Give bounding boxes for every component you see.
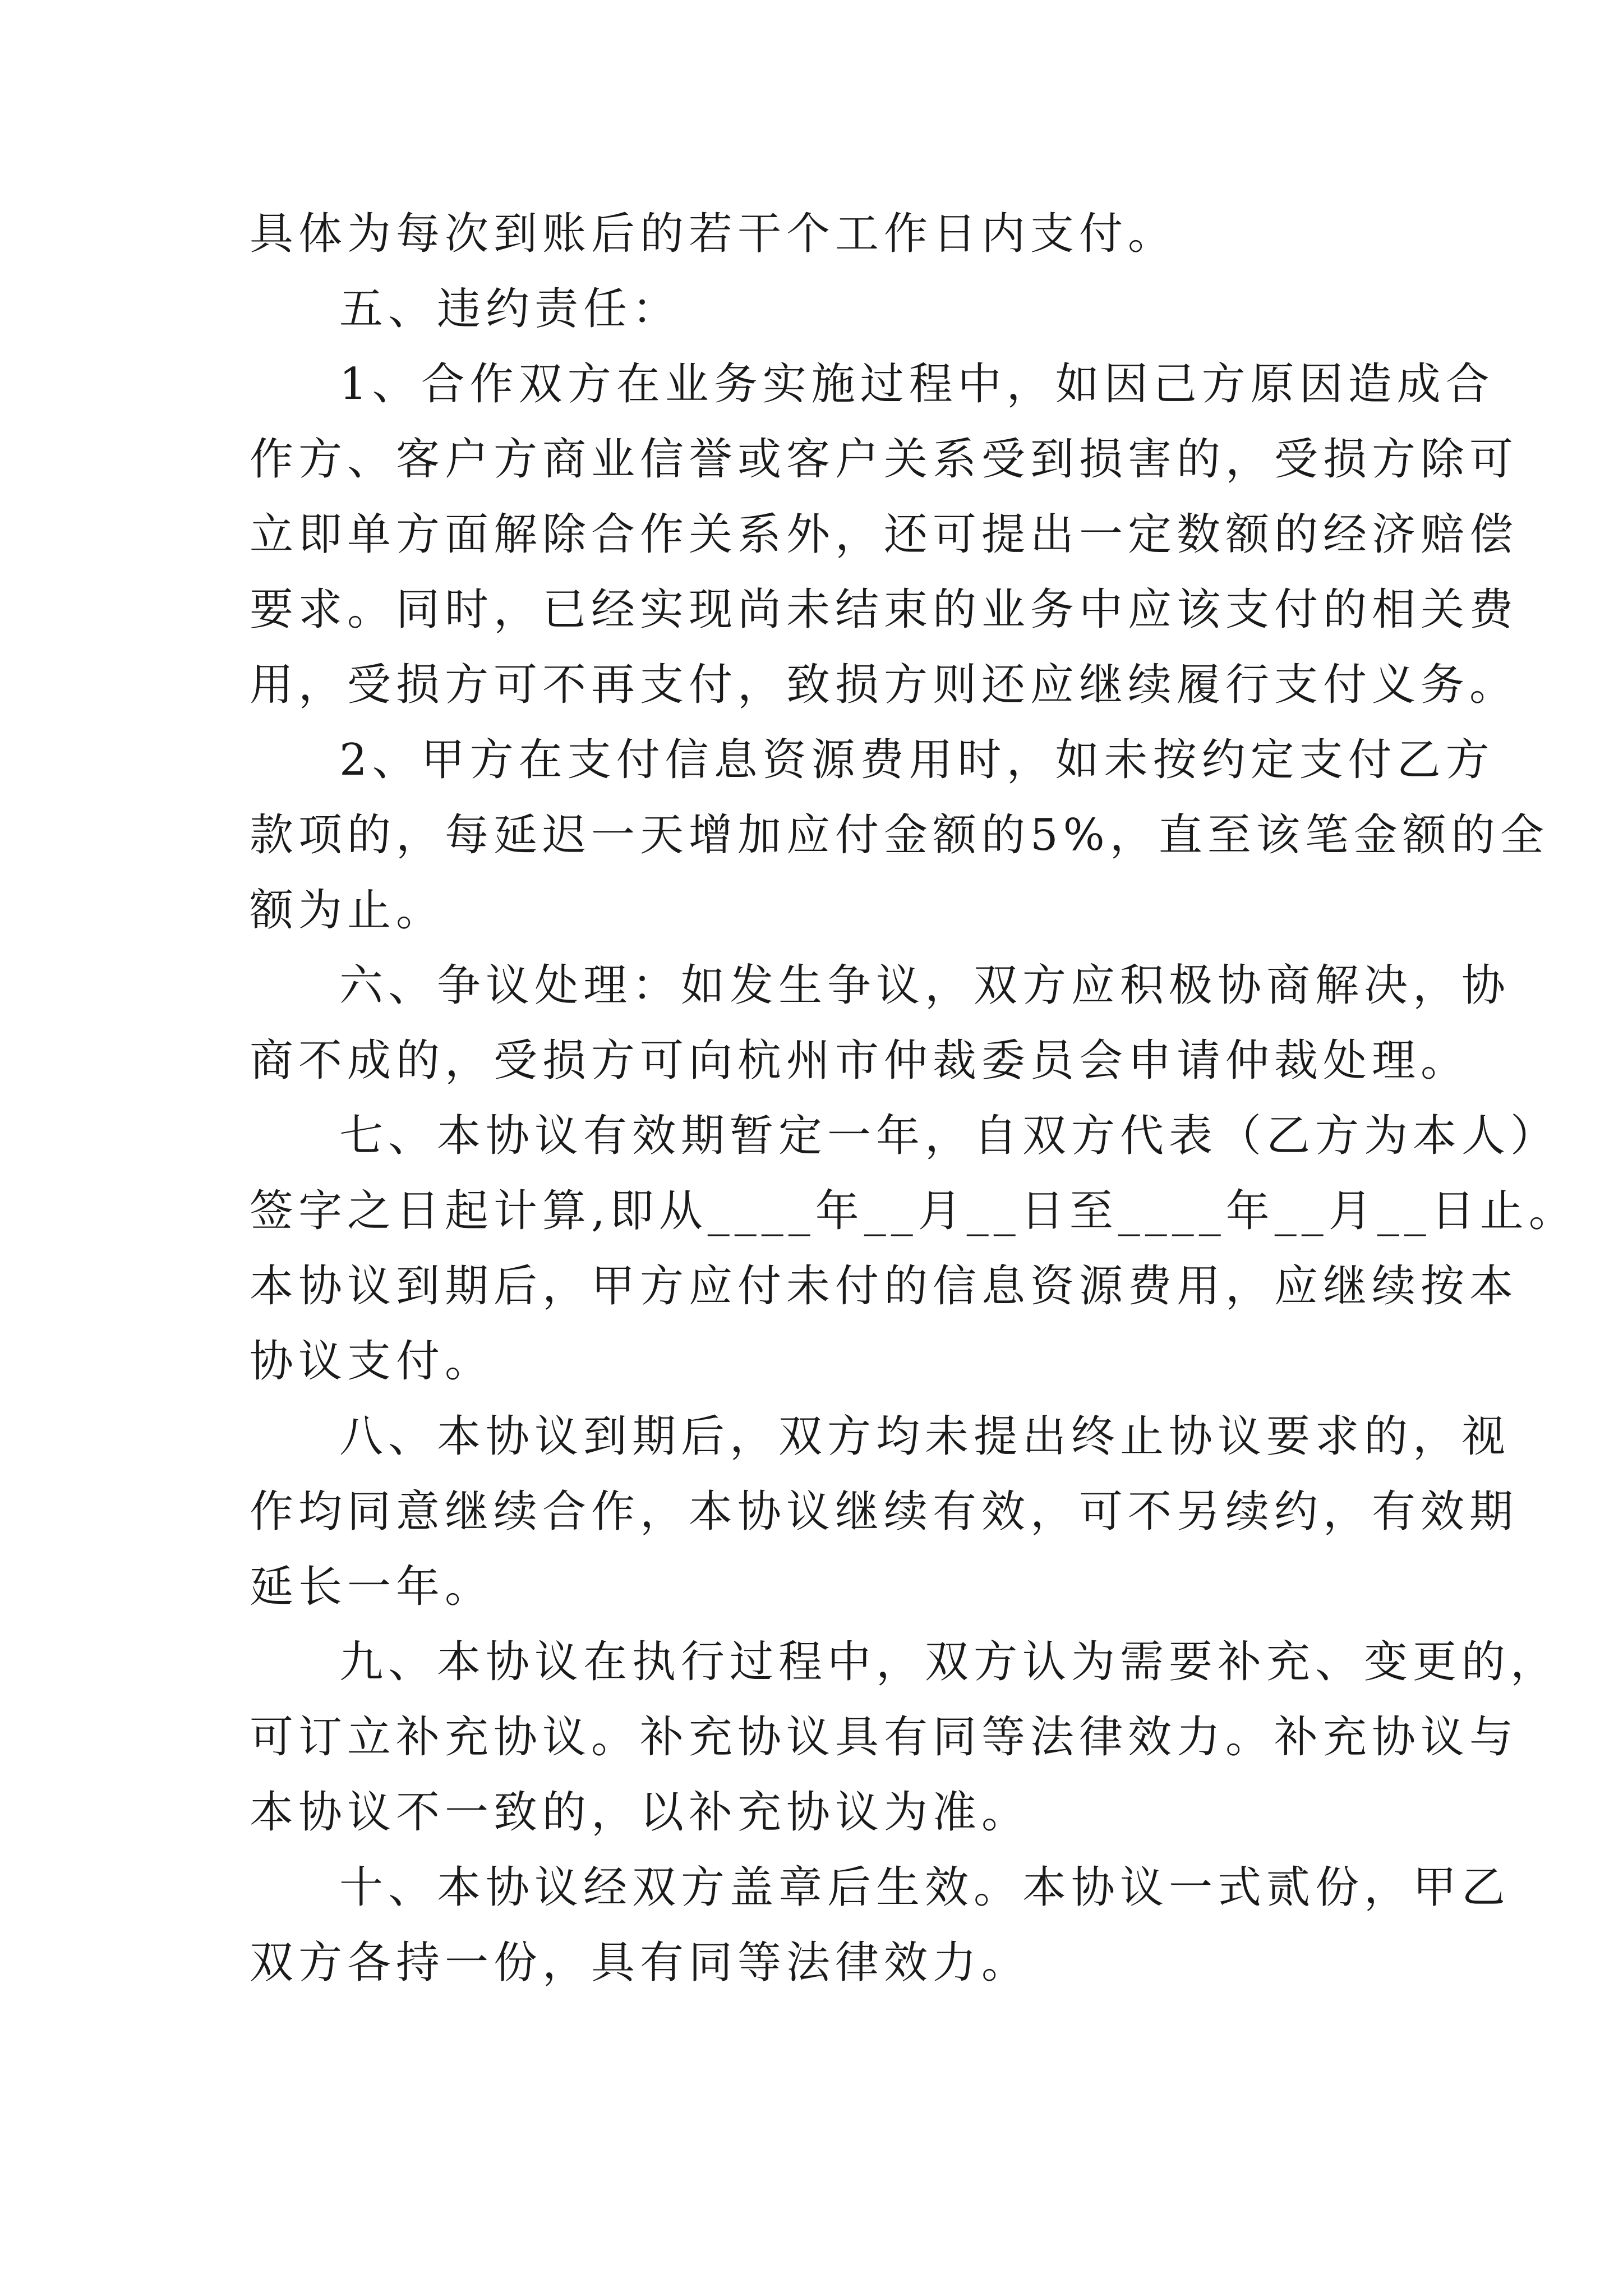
text-line: 本协议到期后，甲方应付未付的信息资源费用，应继续按本 xyxy=(250,1261,1519,1312)
text-line: 额为止。 xyxy=(250,885,445,936)
text-line: 2、甲方在支付信息资源费用时，如未按约定支付乙方 xyxy=(339,735,1495,785)
text-line: 立即单方面解除合作关系外，还可提出一定数额的经济赔偿 xyxy=(250,509,1519,560)
text-line: 款项的，每延迟一天增加应付金额的5%，直至该笔金额的全 xyxy=(250,810,1549,861)
text-line: 延长一年。 xyxy=(250,1562,494,1612)
section-renewal: 八、本协议到期后，双方均未提出终止协议要求的，视 xyxy=(339,1411,1511,1462)
text-line: 作均同意继续合作，本协议继续有效，可不另续约，有效期 xyxy=(250,1487,1519,1537)
text-line: 用，受损方可不再支付，致损方则还应继续履行支付义务。 xyxy=(250,660,1519,710)
text-line: 商不成的，受损方可向杭州市仲裁委员会申请仲裁处理。 xyxy=(250,1036,1470,1086)
section-heading-breach: 五、违约责任： xyxy=(339,284,681,334)
section-validity: 七、本协议有效期暂定一年，自双方代表（乙方为本人） xyxy=(339,1111,1560,1161)
text-line: 可订立补充协议。补充协议具有同等法律效力。补充协议与 xyxy=(250,1712,1519,1763)
text-line: 协议支付。 xyxy=(250,1336,494,1387)
section-dispute: 六、争议处理：如发生争议，双方应积极协商解决，协 xyxy=(339,960,1511,1011)
text-line: 本协议不一致的，以补充协议为准。 xyxy=(250,1787,1031,1838)
section-effect: 十、本协议经双方盖章后生效。本协议一式贰份，甲乙 xyxy=(339,1862,1511,1913)
section-supplement: 九、本协议在执行过程中，双方认为需要补充、变更的， xyxy=(339,1637,1560,1687)
text-line: 签字之日起计算,即从____年__月__日至____年__月__日止。 xyxy=(250,1186,1578,1236)
text-line: 要求。同时，已经实现尚未结束的业务中应该支付的相关费 xyxy=(250,585,1519,635)
text-line: 双方各持一份，具有同等法律效力。 xyxy=(250,1938,1031,1988)
text-line: 1、合作双方在业务实施过程中，如因己方原因造成合 xyxy=(339,359,1495,409)
document-page xyxy=(250,196,1578,2000)
text-line: 作方、客户方商业信誉或客户关系受到损害的，受损方除可 xyxy=(250,434,1519,485)
text-line: 具体为每次到账后的若干个工作日内支付。 xyxy=(250,209,1177,259)
